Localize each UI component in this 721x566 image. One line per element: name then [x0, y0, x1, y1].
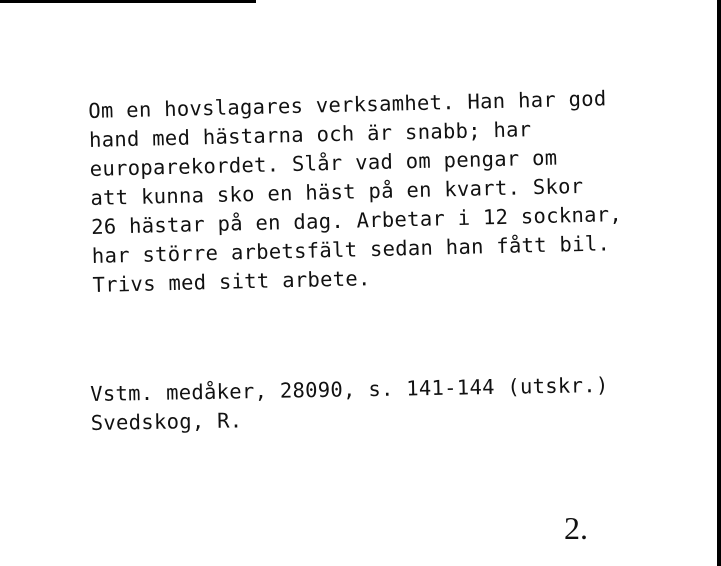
right-edge-border [717, 0, 721, 566]
reference-block [90, 370, 691, 438]
top-edge-rule [0, 0, 256, 3]
body-line-5: 26 hästar på en dag. Arbetar i 12 socknar, [90, 201, 623, 239]
body-line-3: europarekordet. Slår vad om pengar om [89, 145, 558, 181]
body-line-6: har större arbetsfält sedan han fått bil. [91, 231, 611, 268]
body-line-7: Trivs med sitt arbete. [92, 266, 371, 297]
source-reference: Vstm. medåker, 28090, s. 141-144 (utskr.) [90, 372, 609, 406]
body-line-1: Om en hovslagares verksamhet. Han har god [88, 86, 607, 123]
body-line-2: hand med hästarna och är snabb; har [88, 117, 532, 152]
card-body-text [88, 82, 693, 300]
body-line-4: att kunna sko en häst på en kvart. Skor [90, 173, 584, 210]
recorder-name: Svedskog, R. [90, 408, 243, 435]
page-number: 2. [564, 510, 588, 546]
